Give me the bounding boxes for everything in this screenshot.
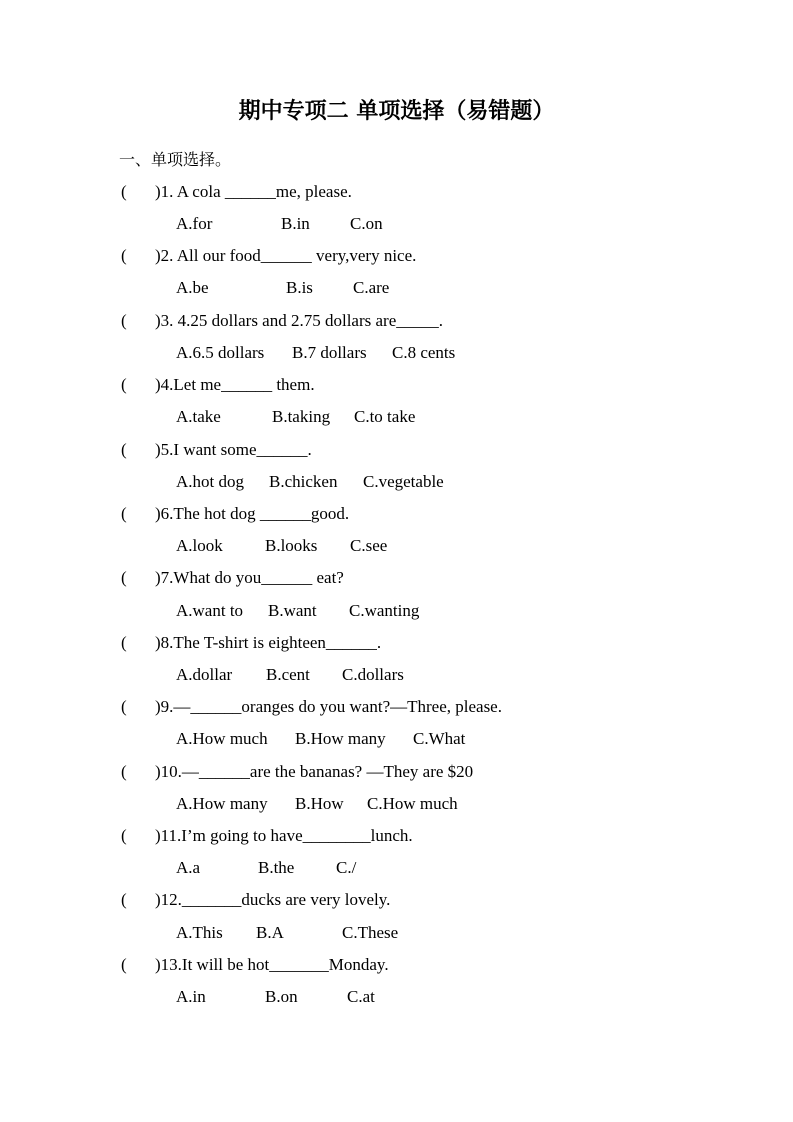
option-c: C.dollars bbox=[342, 665, 404, 684]
question-4-options bbox=[0, 406, 793, 428]
option-a: A.want to bbox=[176, 601, 244, 620]
option-c: C.8 cents bbox=[392, 343, 456, 362]
answer-paren: ( bbox=[121, 826, 127, 845]
option-c: C.vegetable bbox=[363, 472, 444, 491]
option-b: B.A bbox=[256, 923, 284, 942]
option-b: B.want bbox=[268, 601, 317, 620]
question-9 bbox=[0, 696, 793, 718]
option-b: B.chicken bbox=[269, 472, 338, 491]
option-b: B.taking bbox=[272, 407, 331, 426]
question-12 bbox=[0, 889, 793, 911]
option-c: C.wanting bbox=[349, 601, 420, 620]
option-a: A.a bbox=[176, 858, 201, 877]
question-3 bbox=[0, 310, 793, 332]
option-a: A.be bbox=[176, 278, 209, 297]
question-6-options bbox=[0, 535, 793, 557]
option-c: C.to take bbox=[354, 407, 416, 426]
question-8 bbox=[0, 632, 793, 654]
question-8-options bbox=[0, 664, 793, 686]
option-b: B.7 dollars bbox=[292, 343, 367, 362]
question-text: )13.It will be hot_______Monday. bbox=[155, 955, 389, 974]
question-6 bbox=[0, 503, 793, 525]
question-1 bbox=[0, 181, 793, 203]
option-b: B.on bbox=[265, 987, 298, 1006]
option-a: A.take bbox=[176, 407, 221, 426]
question-2-options bbox=[0, 277, 793, 299]
answer-paren: ( bbox=[121, 182, 127, 201]
option-b: B.in bbox=[281, 214, 310, 233]
option-a: A.look bbox=[176, 536, 223, 555]
option-a: A.6.5 dollars bbox=[176, 343, 265, 362]
question-10-options bbox=[0, 793, 793, 815]
question-7-options bbox=[0, 600, 793, 622]
option-a: A.dollar bbox=[176, 665, 233, 684]
option-b: B.is bbox=[286, 278, 313, 297]
question-text: )2. All our food______ very,very nice. bbox=[155, 246, 417, 265]
question-13-options bbox=[0, 986, 793, 1008]
question-text: )7.What do you______ eat? bbox=[155, 568, 344, 587]
option-c: C.at bbox=[347, 987, 375, 1006]
option-a: A.for bbox=[176, 214, 213, 233]
option-a: A.How many bbox=[176, 794, 268, 813]
question-12-options bbox=[0, 922, 793, 944]
option-b: B.looks bbox=[265, 536, 318, 555]
option-c: C./ bbox=[336, 858, 357, 877]
question-4 bbox=[0, 374, 793, 396]
question-text: )8.The T-shirt is eighteen______. bbox=[155, 633, 382, 652]
question-11 bbox=[0, 825, 793, 847]
option-a: A.hot dog bbox=[176, 472, 244, 491]
option-b: B.How many bbox=[295, 729, 386, 748]
option-c: C.What bbox=[413, 729, 466, 748]
option-c: C.These bbox=[342, 923, 399, 942]
question-text: )9.—______oranges do you want?—Three, please. bbox=[155, 697, 502, 716]
question-text: )3. 4.25 dollars and 2.75 dollars are_____. bbox=[155, 311, 443, 330]
question-2 bbox=[0, 245, 793, 267]
question-text: )11.I’m going to have________lunch. bbox=[155, 826, 413, 845]
option-a: A.How much bbox=[176, 729, 268, 748]
answer-paren: ( bbox=[121, 568, 127, 587]
option-c: C.on bbox=[350, 214, 383, 233]
option-a: A.in bbox=[176, 987, 206, 1006]
answer-paren: ( bbox=[121, 246, 127, 265]
answer-paren: ( bbox=[121, 890, 127, 909]
question-text: )6.The hot dog ______good. bbox=[155, 504, 350, 523]
option-a: A.This bbox=[176, 923, 223, 942]
question-text: )5.I want some______. bbox=[155, 440, 312, 459]
answer-paren: ( bbox=[121, 633, 127, 652]
answer-paren: ( bbox=[121, 955, 127, 974]
answer-paren: ( bbox=[121, 762, 127, 781]
option-b: B.How bbox=[295, 794, 344, 813]
answer-paren: ( bbox=[121, 375, 127, 394]
option-c: C.see bbox=[350, 536, 388, 555]
answer-paren: ( bbox=[121, 440, 127, 459]
question-10 bbox=[0, 761, 793, 783]
question-7 bbox=[0, 567, 793, 589]
question-1-options bbox=[0, 213, 793, 235]
answer-paren: ( bbox=[121, 311, 127, 330]
question-9-options bbox=[0, 728, 793, 750]
option-b: B.cent bbox=[266, 665, 310, 684]
page-title: 期中专项二 单项选择（易错题） bbox=[238, 99, 555, 124]
answer-paren: ( bbox=[121, 504, 127, 523]
question-5-options bbox=[0, 471, 793, 493]
question-text: )12._______ducks are very lovely. bbox=[155, 890, 391, 909]
question-text: )4.Let me______ them. bbox=[155, 375, 315, 394]
option-c: C.How much bbox=[367, 794, 458, 813]
answer-paren: ( bbox=[121, 697, 127, 716]
option-c: C.are bbox=[353, 278, 390, 297]
question-11-options bbox=[0, 857, 793, 879]
section-heading: 一、单项选择。 bbox=[119, 150, 232, 169]
question-5 bbox=[0, 439, 793, 461]
question-text: )1. A cola ______me, please. bbox=[155, 182, 352, 201]
question-text: )10.—______are the bananas? —They are $20 bbox=[155, 762, 474, 781]
question-3-options bbox=[0, 342, 793, 364]
option-b: B.the bbox=[258, 858, 295, 877]
question-13 bbox=[0, 954, 793, 976]
